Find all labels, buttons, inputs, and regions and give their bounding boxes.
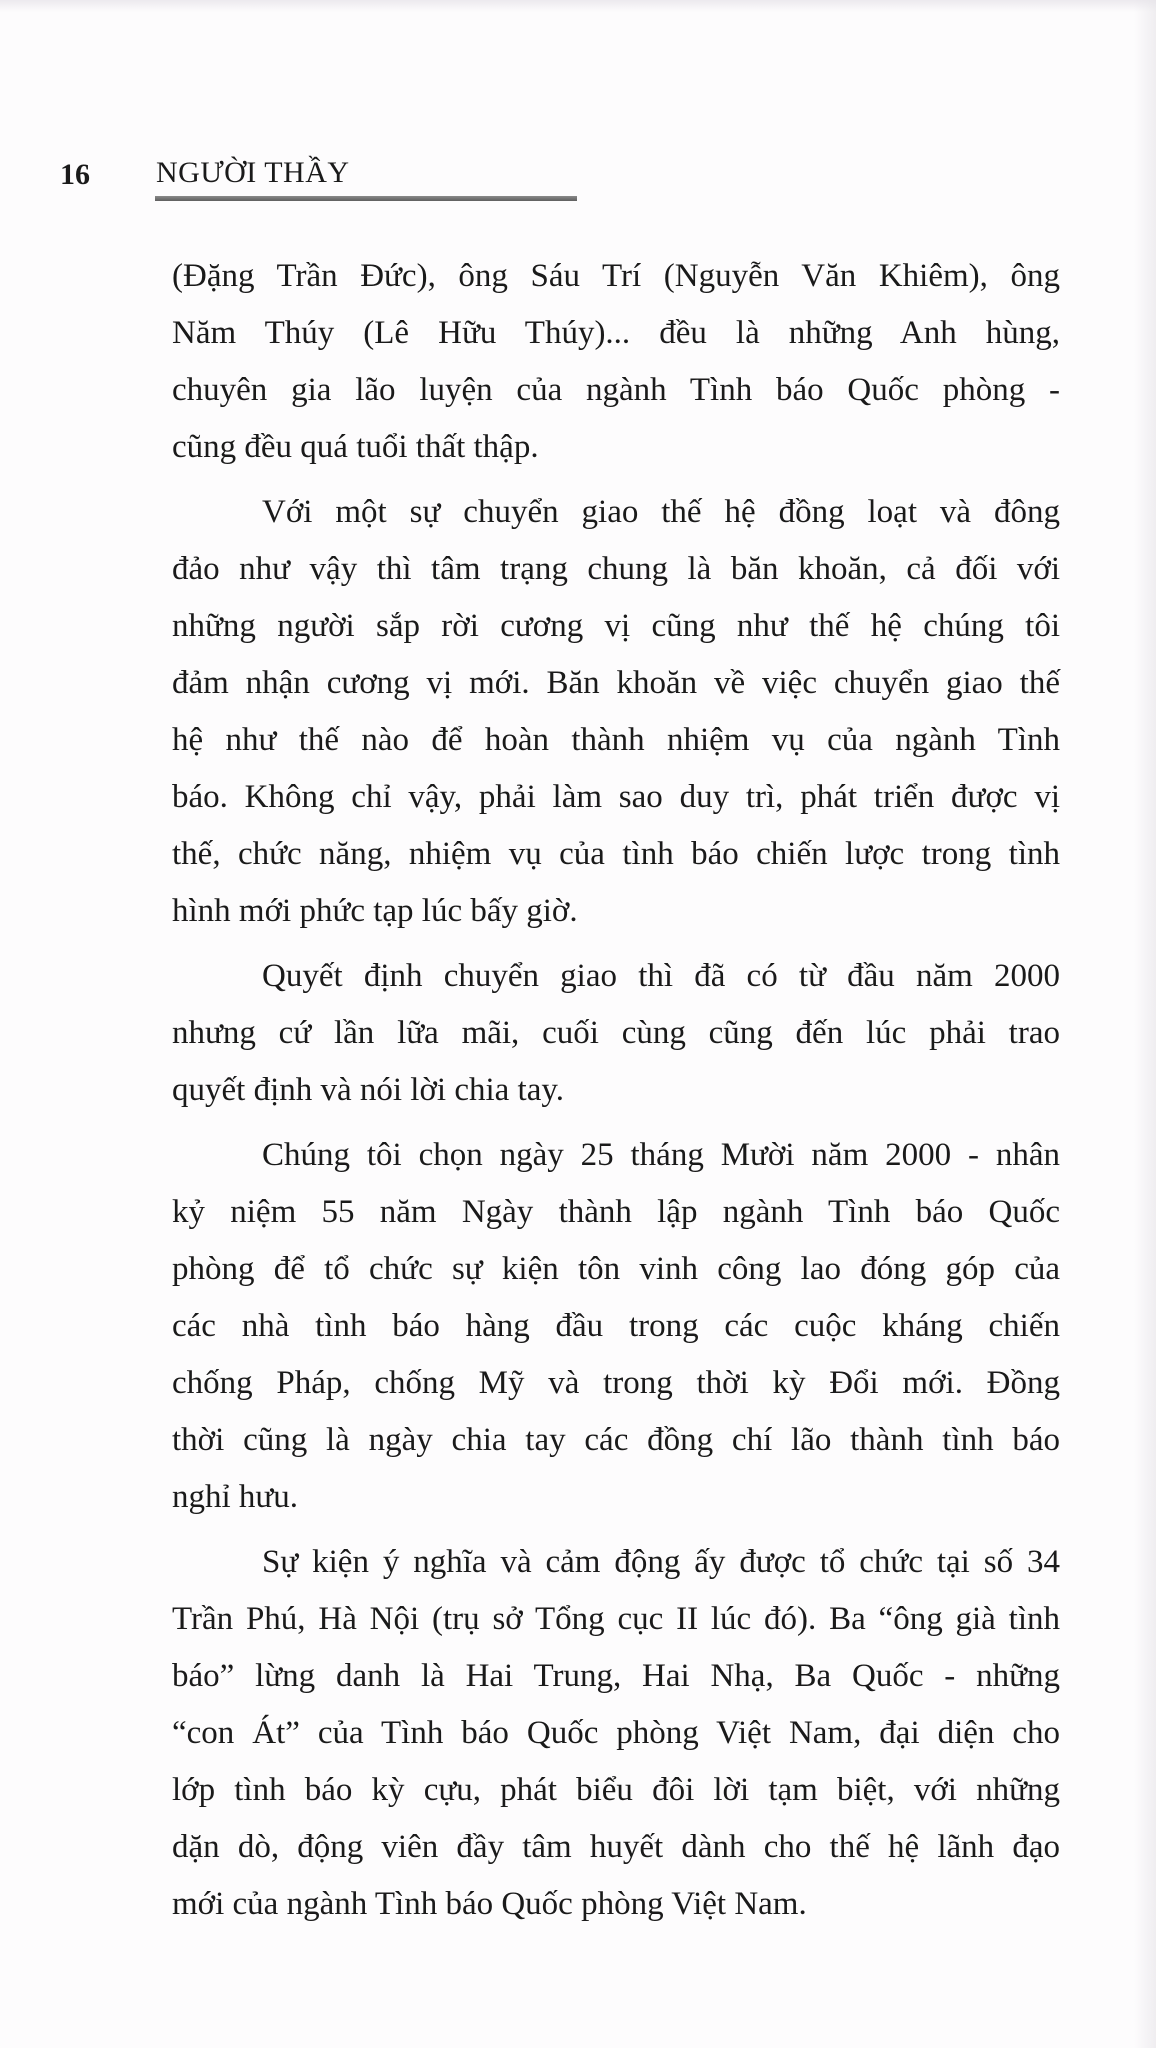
text-line: Năm Thúy (Lê Hữu Thúy)... đều là những Anh hùng, bbox=[172, 315, 1060, 351]
paragraph bbox=[172, 1127, 1060, 1526]
paragraph bbox=[172, 1534, 1060, 1933]
text-line: phòng để tổ chức sự kiện tôn vinh công lao đóng góp của bbox=[172, 1251, 1060, 1287]
text-line: thế, chức năng, nhiệm vụ của tình báo chiến lược trong tình bbox=[172, 836, 1060, 872]
text-line: thời cũng là ngày chia tay các đồng chí lão thành tình báo bbox=[172, 1422, 1060, 1458]
text-line: Sự kiện ý nghĩa và cảm động ấy được tổ chức tại số 34 bbox=[262, 1544, 1060, 1580]
paragraph bbox=[172, 948, 1060, 1119]
header-rule bbox=[155, 196, 577, 201]
text-line: đảo như vậy thì tâm trạng chung là băn khoăn, cả đối với bbox=[172, 551, 1060, 587]
text-line: Trần Phú, Hà Nội (trụ sở Tổng cục II lúc đó). Ba “ông già tình bbox=[172, 1601, 1060, 1637]
text-line: đảm nhận cương vị mới. Băn khoăn về việc chuyển giao thế bbox=[172, 665, 1060, 701]
page-header bbox=[0, 150, 1156, 210]
text-line: hình mới phức tạp lúc bấy giờ. bbox=[172, 893, 578, 929]
text-line: quyết định và nói lời chia tay. bbox=[172, 1072, 564, 1108]
text-line: báo” lừng danh là Hai Trung, Hai Nhạ, Ba Quốc - những bbox=[172, 1658, 1060, 1694]
text-line: kỷ niệm 55 năm Ngày thành lập ngành Tình báo Quốc bbox=[172, 1194, 1060, 1230]
text-line: lớp tình báo kỳ cựu, phát biểu đôi lời tạm biệt, với những bbox=[172, 1772, 1060, 1808]
text-line: những người sắp rời cương vị cũng như thế hệ chúng tôi bbox=[172, 608, 1060, 644]
paragraph bbox=[172, 484, 1060, 940]
text-line: mới của ngành Tình báo Quốc phòng Việt Nam. bbox=[172, 1886, 807, 1922]
paragraph bbox=[172, 248, 1060, 476]
text-line: nghỉ hưu. bbox=[172, 1479, 299, 1515]
body-text bbox=[172, 248, 1060, 1933]
page-number: 16 bbox=[60, 158, 90, 191]
page-top-edge bbox=[0, 0, 1156, 12]
text-line: nhưng cứ lần lữa mãi, cuối cùng cũng đến lúc phải trao bbox=[172, 1015, 1060, 1051]
page-right-edge-shadow bbox=[1134, 0, 1156, 2048]
text-line: báo. Không chỉ vậy, phải làm sao duy trì, phát triển được vị bbox=[172, 779, 1060, 815]
text-line: “con Át” của Tình báo Quốc phòng Việt Nam, đại diện cho bbox=[172, 1715, 1060, 1751]
text-line: Với một sự chuyển giao thế hệ đồng loạt và đông bbox=[262, 494, 1060, 530]
text-line: chống Pháp, chống Mỹ và trong thời kỳ Đổi mới. Đồng bbox=[172, 1365, 1060, 1401]
text-line: chuyên gia lão luyện của ngành Tình báo Quốc phòng - bbox=[172, 372, 1060, 408]
text-line: cũng đều quá tuổi thất thập. bbox=[172, 429, 539, 465]
text-line: dặn dò, động viên đầy tâm huyết dành cho thế hệ lãnh đạo bbox=[172, 1829, 1060, 1865]
text-line: Chúng tôi chọn ngày 25 tháng Mười năm 2000 - nhân bbox=[262, 1137, 1060, 1173]
text-line: (Đặng Trần Đức), ông Sáu Trí (Nguyễn Văn Khiêm), ông bbox=[172, 258, 1060, 294]
running-title: NGƯỜI THẦY bbox=[156, 156, 350, 189]
text-line: hệ như thế nào để hoàn thành nhiệm vụ của ngành Tình bbox=[172, 722, 1060, 758]
text-line: Quyết định chuyển giao thì đã có từ đầu năm 2000 bbox=[262, 958, 1060, 994]
text-line: các nhà tình báo hàng đầu trong các cuộc kháng chiến bbox=[172, 1308, 1060, 1344]
